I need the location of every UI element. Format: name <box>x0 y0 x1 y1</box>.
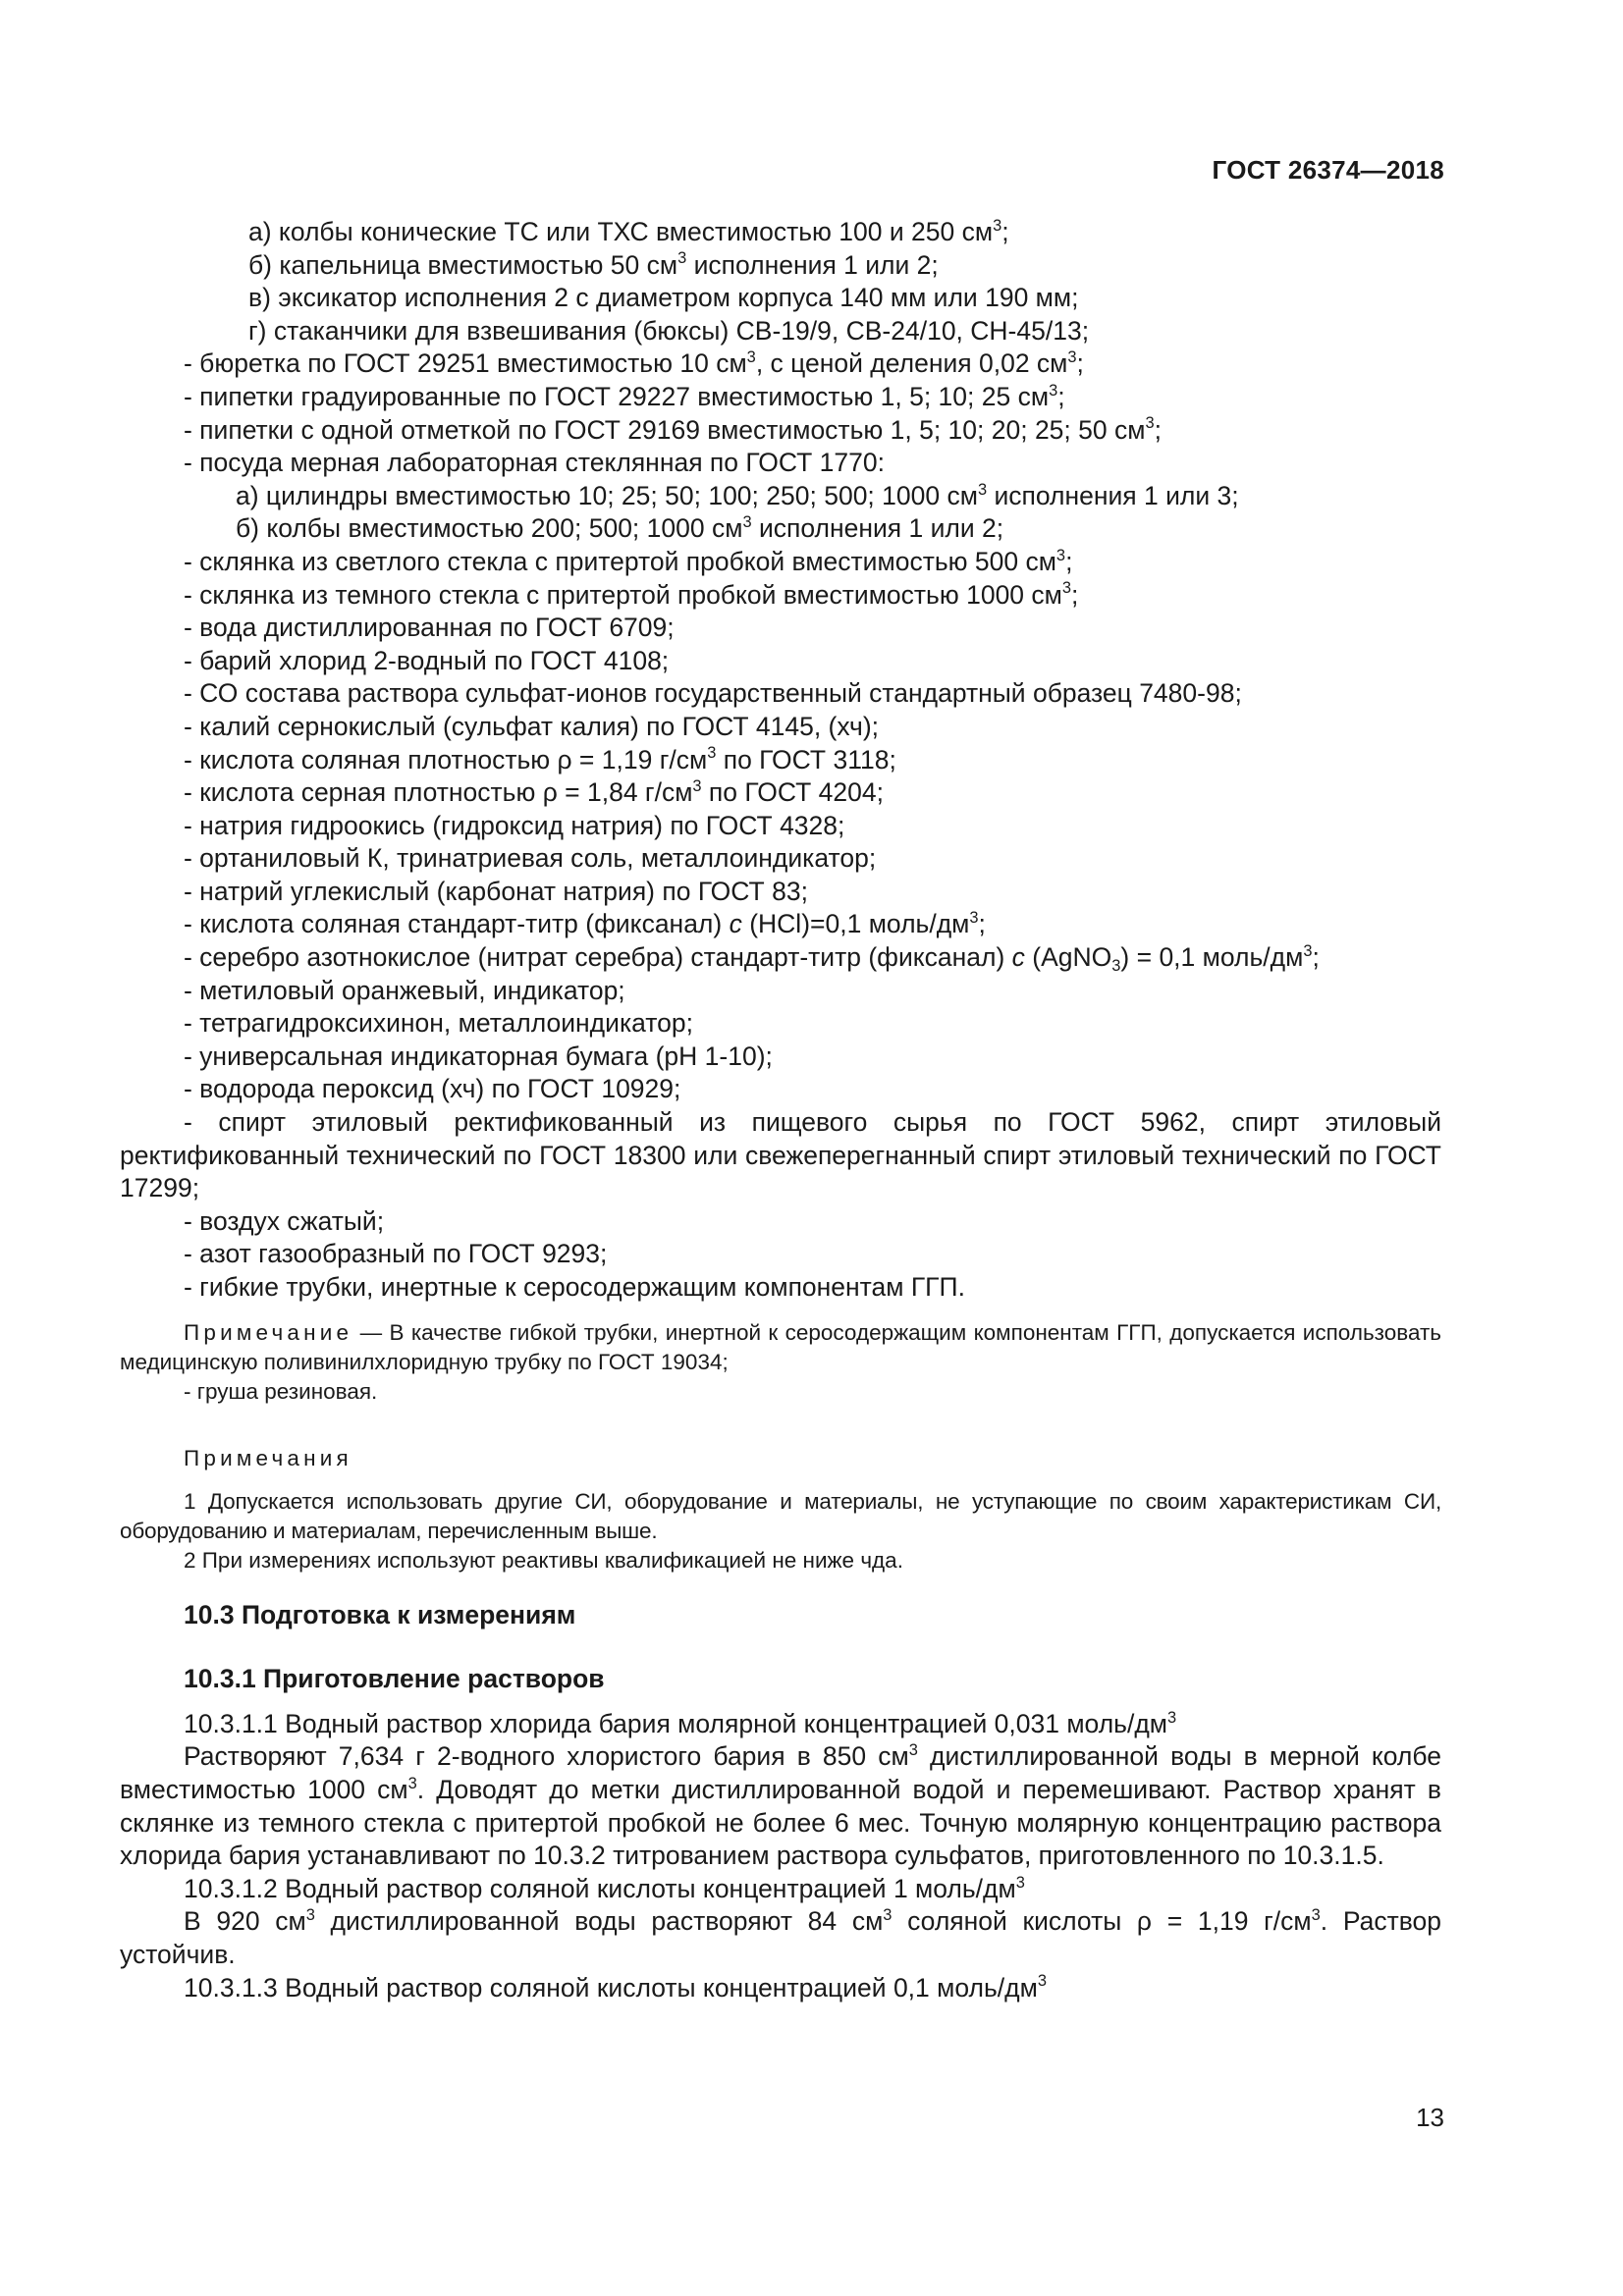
measuring-glassware-list-c <box>120 480 1441 546</box>
paragraph-10-3-1-2-body: В 920 $см^3$ дистиллированной воды растворяют 84 $см^3$ соляной кислоты ρ = 1,19 $г/см^3$. Раствор устойчив. <box>120 1906 1441 1969</box>
list-item: - пипетки с одной отметкой по ГОСТ 29169 вместимостью 1, 5; 10; 20; 25; 50 $см^3$; <box>184 414 1162 445</box>
notes-block <box>120 1444 1441 1575</box>
reagents-list-f <box>120 1205 1441 1305</box>
page-content <box>120 216 1441 2004</box>
list-item: б) капельница вместимостью 50 $см^3$ исполнения 1 или 2; <box>248 249 939 280</box>
list-item: - метиловый оранжевый, индикатор; <box>184 975 625 1005</box>
list-item: - кислота соляная стандарт-титр (фиксанал) с (HCl)=0,1 моль/$дм^3$; <box>184 909 986 939</box>
list-item: - азот газообразный по ГОСТ 9293; <box>184 1239 608 1269</box>
paragraph-10-3-1-1-title: 10.3.1.1 Водный раствор хлорида бария молярной концентрацией 0,031 моль/$дм^3$ <box>184 1708 1177 1738</box>
list-item: г) стаканчики для взвешивания (бюксы) СВ-19/9, СВ-24/10, СН-45/13; <box>248 315 1090 346</box>
list-item: - водорода пероксид (хч) по ГОСТ 10929; <box>184 1074 681 1104</box>
reagents-list-d <box>120 546 1441 1106</box>
subsection-heading: 10.3.1 Приготовление растворов <box>184 1664 605 1694</box>
list-item: - тетрагидроксихинон, металлоиндикатор; <box>184 1008 693 1039</box>
section-heading: 10.3 Подготовка к измерениям <box>184 1599 576 1629</box>
list-item: - гибкие трубки, инертные к серосодержащим компонентам ГГП. <box>184 1272 965 1302</box>
page-number: 13 <box>1416 2103 1444 2132</box>
list-item: - натрия гидроокись (гидроксид натрия) по ГОСТ 4328; <box>184 810 845 840</box>
list-item: - вода дистиллированная по ГОСТ 6709; <box>184 613 675 643</box>
paragraph-10-3-1-1-body: Растворяют 7,634 г 2-водного хлористого бария в 850 $см^3$ дистиллированной воды в мерной колбе вместимостью 1000 $см^3$. Доводят до метки дистиллированной водой и перемешивают. Раствор хранят в склянке из темного стекла с притертой пробкой не более 6 мес. Точную молярную концентрацию раствора хлорида бария устанавливают по 10.3.2 титрованием раствора сульфатов, приготовленного по 10.3.1.5. <box>120 1741 1442 1871</box>
list-item: - натрий углекислый (карбонат натрия) по ГОСТ 83; <box>184 876 808 906</box>
note-item: 1 Допускается использовать другие СИ, оборудование и материалы, не уступающие по своим характеристикам СИ, оборудованию и материалам, перечисленным выше. <box>120 1488 1441 1543</box>
list-item: а) цилиндры вместимостью 10; 25; 50; 100; 250; 500; 1000 $см^3$ исполнения 1 или 3; <box>236 480 1239 510</box>
list-item: - склянка из темного стекла с притертой пробкой вместимостью 1000 $см^3$; <box>184 579 1079 610</box>
list-item: - склянка из светлого стекла с притертой пробкой вместимостью 500 $см^3$; <box>184 546 1073 576</box>
list-item: в) эксикатор исполнения 2 с диаметром корпуса 140 мм или 190 мм; <box>248 283 1079 313</box>
paragraph-10-3-1-2-title: 10.3.1.2 Водный раствор соляной кислоты концентрацией 1 моль/$дм^3$ <box>184 1873 1025 1903</box>
list-item: - универсальная индикаторная бумага (рН 1-10); <box>184 1041 773 1071</box>
list-item: - посуда мерная лабораторная стеклянная по ГОСТ 1770: <box>184 448 885 478</box>
list-item: - калий сернокислый (сульфат калия) по ГОСТ 4145, (хч); <box>184 711 880 741</box>
list-item: - воздух сжатый; <box>184 1205 385 1236</box>
note-extra-item: - груша резиновая. <box>184 1378 378 1404</box>
list-item: - кислота соляная плотностью ρ = 1,19 $г/см^3$ по ГОСТ 3118; <box>184 744 896 774</box>
equipment-list-b <box>120 347 1441 479</box>
list-item: а) колбы конические ТС или ТХС вместимостью 100 и 250 $см^3$; <box>248 216 1009 246</box>
glassware-list-a <box>120 216 1441 347</box>
list-item: - пипетки градуированные по ГОСТ 29227 вместимостью 1, 5; 10; 25 $см^3$; <box>184 381 1065 411</box>
paragraph-10-3-1-3-title: 10.3.1.3 Водный раствор соляной кислоты концентрацией 0,1 моль/$дм^3$ <box>184 1972 1047 2002</box>
list-item: - ортаниловый К, тринатриевая соль, металлоиндикатор; <box>184 843 877 874</box>
list-item: - барий хлорид 2-водный по ГОСТ 4108; <box>184 645 670 675</box>
standard-header: ГОСТ 26374—2018 <box>1212 155 1444 185</box>
list-item: - кислота серная плотностью ρ = 1,84 $г/см^3$ по ГОСТ 4204; <box>184 776 884 808</box>
note-tubing: Примечание — В качестве гибкой трубки, инертной к серосодержащим компонентам ГГП, допускается использовать медицинскую поливинилхлоридную трубку по ГОСТ 19034; - груша резиновая. <box>120 1318 1441 1407</box>
list-item: - СО состава раствора сульфат-ионов государственный стандартный образец 7480-98; <box>184 678 1242 709</box>
note-label: Примечание <box>184 1319 353 1345</box>
ethanol-paragraph: - спирт этиловый ректификованный из пищевого сырья по ГОСТ 5962, спирт этиловый ректификованный технический по ГОСТ 18300 или свежеперегнанный спирт этиловый технический по ГОСТ 17299; <box>120 1107 1441 1203</box>
notes-label: Примечания <box>184 1445 352 1470</box>
note-item: 2 При измерениях используют реактивы квалификацией не ниже чда. <box>184 1547 903 1573</box>
list-item: - серебро азотнокислое (нитрат серебра) стандарт-титр (фиксанал) с (AgNO$_3$) = 0,1 моль/$дм^3$; <box>184 941 1320 975</box>
list-item: - бюретка по ГОСТ 29251 вместимостью 10 $см^3$, с ценой деления 0,02 $см^3$; <box>184 348 1084 379</box>
list-item: б) колбы вместимостью 200; 500; 1000 $см^3$ исполнения 1 или 2; <box>236 513 1004 544</box>
